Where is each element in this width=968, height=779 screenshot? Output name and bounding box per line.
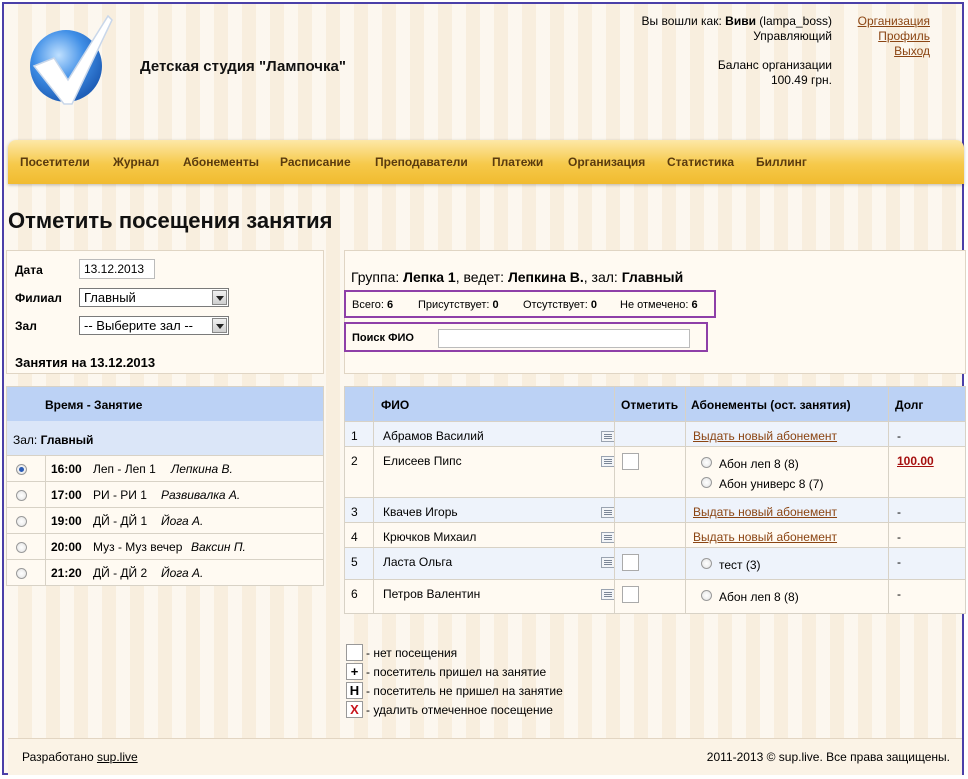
page-title: Отметить посещения занятия — [8, 208, 333, 233]
note-icon[interactable] — [601, 431, 615, 442]
branch-label: Филиал — [15, 291, 62, 305]
subscription-radio[interactable] — [701, 558, 712, 569]
hall-group-label — [13, 433, 93, 447]
date-input[interactable] — [79, 259, 155, 279]
col-divider — [614, 387, 615, 613]
subscription-radio[interactable] — [701, 457, 712, 468]
stat-unmarked — [620, 299, 698, 311]
hall-select-value: -- Выберите зал -- — [84, 318, 194, 333]
logout-link[interactable]: Выход — [894, 44, 930, 58]
stat-total — [352, 299, 393, 311]
note-icon[interactable] — [601, 532, 615, 543]
group-hall-label: , зал: — [583, 269, 618, 285]
developed-label: Разработано — [22, 750, 94, 764]
legend-plus-box: + — [346, 663, 363, 680]
table-row — [345, 497, 965, 522]
subscription-label: Абон универс 8 (7) — [719, 477, 824, 491]
issue-subscription-link[interactable]: Выдать новый абонемент — [693, 530, 838, 544]
schedule-header — [7, 387, 323, 421]
debt-value: - — [897, 505, 901, 519]
lesson-teacher: Развивалка А. — [161, 488, 241, 502]
stat-absent-value: 0 — [590, 299, 597, 311]
subscription-label: тест (3) — [719, 558, 761, 572]
col-divider — [45, 456, 46, 482]
col-divider — [685, 387, 686, 613]
menu-item-payments[interactable]: Платежи — [492, 155, 544, 169]
stat-absent-label: Отсутствует: — [523, 299, 588, 311]
hall-label: Зал — [15, 319, 37, 333]
menu-item-organization[interactable]: Организация — [568, 155, 646, 169]
lesson-time: 17:00 — [51, 488, 82, 502]
col-divider — [45, 534, 46, 560]
menu-item-subscriptions[interactable]: Абонементы — [183, 155, 259, 169]
user-name: Виви — [725, 14, 756, 28]
menu-item-teachers[interactable]: Преподаватели — [375, 155, 468, 169]
user-info — [641, 14, 832, 44]
main-menu — [8, 140, 964, 184]
visitor-name: Абрамов Василий — [383, 429, 484, 443]
copyright: 2011-2013 © sup.live. Все права защищены. — [706, 750, 950, 764]
hall-prefix: Зал: — [13, 433, 38, 447]
schedule-row[interactable] — [7, 455, 323, 481]
note-icon[interactable] — [601, 589, 615, 600]
teacher-name: Лепкина В. — [507, 269, 584, 285]
row-number: 4 — [351, 530, 358, 544]
legend-absent-box: Н — [346, 682, 363, 699]
attendance-checkbox[interactable] — [622, 453, 639, 470]
chevron-down-icon — [212, 290, 227, 305]
group-label: Группа: — [351, 269, 400, 285]
group-info — [351, 269, 683, 285]
visitor-name: Елисеев Пипс — [383, 454, 462, 468]
menu-item-statistics[interactable]: Статистика — [667, 155, 735, 169]
stat-unmarked-label: Не отмечено: — [620, 299, 689, 311]
stat-total-label: Всего: — [352, 299, 384, 311]
legend-delete-box: X — [346, 701, 363, 718]
visitor-name: Ласта Ольга — [383, 555, 453, 569]
table-row — [345, 547, 965, 579]
menu-item-schedule[interactable]: Расписание — [280, 155, 351, 169]
hall-select[interactable] — [79, 316, 229, 335]
schedule-row[interactable] — [7, 481, 323, 507]
legend-text-absent: - посетитель не пришел на занятие — [366, 684, 563, 698]
note-icon[interactable] — [601, 557, 615, 568]
schedule-table — [6, 386, 324, 586]
lesson-name: ДЙ - ДЙ 1 — [93, 514, 148, 528]
legend-text-present: - посетитель пришел на занятие — [366, 665, 547, 679]
date-label: Дата — [15, 263, 43, 277]
user-login: (lampa_boss) — [759, 14, 832, 28]
lesson-teacher: Лепкина В. — [171, 462, 233, 476]
lesson-teacher: Йога А. — [161, 566, 204, 580]
lesson-radio[interactable] — [16, 464, 27, 475]
stat-total-value: 6 — [386, 299, 394, 311]
attendance-checkbox[interactable] — [622, 586, 639, 603]
visitor-name: Петров Валентин — [383, 587, 481, 601]
lesson-radio[interactable] — [16, 490, 27, 501]
note-icon[interactable] — [601, 507, 615, 518]
profile-link[interactable]: Профиль — [878, 29, 930, 43]
developed-by — [22, 750, 138, 764]
stats-box — [344, 290, 716, 318]
lesson-time: 21:20 — [51, 566, 82, 580]
visitor-name: Крючков Михаил — [383, 530, 477, 544]
lesson-radio[interactable] — [16, 516, 27, 527]
col-divider — [45, 508, 46, 534]
footer — [8, 738, 962, 775]
schedule-row[interactable] — [7, 533, 323, 559]
note-icon[interactable] — [601, 456, 615, 467]
attendance-checkbox[interactable] — [622, 554, 639, 571]
branch-select[interactable] — [79, 288, 229, 307]
debt-value: - — [897, 429, 901, 443]
stat-present-value: 0 — [492, 299, 499, 311]
branch-select-value: Главный — [84, 290, 136, 305]
table-row — [345, 522, 965, 547]
visitor-name: Квачев Игорь — [383, 505, 458, 519]
user-role: Управляющий — [753, 29, 832, 43]
col-divider — [45, 482, 46, 508]
group-hall-name: Главный — [621, 269, 684, 285]
col-subs-header: Абонементы (ост. занятия) — [691, 398, 851, 412]
lesson-time: 16:00 — [51, 462, 82, 476]
subscription-radio[interactable] — [701, 590, 712, 601]
lesson-name: Муз - Муз вечер — [93, 540, 183, 554]
attendance-header — [345, 387, 965, 421]
lesson-name: ДЙ - ДЙ 2 — [93, 566, 148, 580]
row-number: 2 — [351, 454, 358, 468]
table-row — [345, 579, 965, 611]
col-mark-header: Отметить — [621, 398, 679, 412]
menu-item-journal[interactable]: Журнал — [113, 155, 160, 169]
lesson-radio[interactable] — [16, 568, 27, 579]
debt-value: - — [897, 587, 901, 601]
legend-text-empty: - нет посещения — [366, 646, 458, 660]
balance-value: 100.49 грн. — [770, 73, 832, 87]
legend-empty-box — [346, 644, 363, 661]
lesson-name: Леп - Леп 1 — [93, 462, 156, 476]
lesson-time: 19:00 — [51, 514, 82, 528]
hall-name: Главный — [40, 433, 94, 447]
page-frame — [2, 2, 964, 775]
search-label: Поиск ФИО — [352, 332, 414, 344]
col-divider — [888, 387, 889, 613]
schedule-row[interactable] — [7, 559, 323, 585]
row-number: 1 — [351, 429, 358, 443]
col-name-header: ФИО — [381, 398, 410, 412]
stat-absent — [523, 299, 597, 311]
debt-value: - — [897, 555, 901, 569]
row-number: 3 — [351, 505, 358, 519]
attendance-table — [344, 386, 966, 614]
search-input[interactable] — [438, 329, 690, 348]
organization-link[interactable]: Организация — [857, 14, 930, 28]
filter-panel — [6, 250, 324, 374]
lesson-teacher: Йога А. — [161, 514, 204, 528]
subscription-label: Абон леп 8 (8) — [719, 590, 799, 604]
col-divider — [45, 560, 46, 586]
issue-subscription-link[interactable]: Выдать новый абонемент — [693, 429, 838, 443]
table-row — [345, 421, 965, 446]
teacher-label: , ведет: — [455, 269, 505, 285]
legend — [344, 642, 644, 722]
schedule-header-label: Время - Занятие — [45, 398, 143, 412]
org-balance — [718, 58, 832, 88]
subscription-label: Абон леп 8 (8) — [719, 457, 799, 471]
developer-link[interactable]: sup.live — [96, 750, 138, 764]
hall-group-row — [7, 421, 323, 455]
debt-value: - — [897, 530, 901, 544]
subscription-radio[interactable] — [701, 477, 712, 488]
top-links — [858, 14, 930, 59]
balance-label: Баланс организации — [717, 58, 832, 72]
row-number: 5 — [351, 555, 358, 569]
lesson-radio[interactable] — [16, 542, 27, 553]
chevron-down-icon — [212, 318, 227, 333]
login-prefix: Вы вошли как: — [641, 14, 722, 28]
menu-item-billing[interactable]: Биллинг — [756, 155, 807, 169]
app-title: Детская студия "Лампочка" — [140, 58, 346, 75]
stat-unmarked-value: 6 — [691, 299, 698, 311]
schedule-row[interactable] — [7, 507, 323, 533]
table-row — [345, 446, 965, 497]
checkmark-logo-icon — [24, 14, 116, 106]
search-box — [344, 322, 708, 352]
lesson-name: РИ - РИ 1 — [93, 488, 147, 502]
lessons-heading: Занятия на 13.12.2013 — [15, 355, 156, 370]
row-number: 6 — [351, 587, 358, 601]
stat-present-label: Присутствует: — [418, 299, 490, 311]
group-name: Лепка 1 — [403, 269, 456, 285]
debt-link[interactable]: 100.00 — [897, 454, 934, 468]
stat-present — [418, 299, 499, 311]
col-divider — [373, 387, 374, 613]
lesson-time: 20:00 — [51, 540, 82, 554]
menu-item-visitors[interactable]: Посетители — [20, 155, 90, 169]
issue-subscription-link[interactable]: Выдать новый абонемент — [693, 505, 838, 519]
col-debt-header: Долг — [895, 398, 924, 412]
legend-text-delete: - удалить отмеченное посещение — [366, 703, 553, 717]
lesson-teacher: Ваксин П. — [191, 540, 246, 554]
